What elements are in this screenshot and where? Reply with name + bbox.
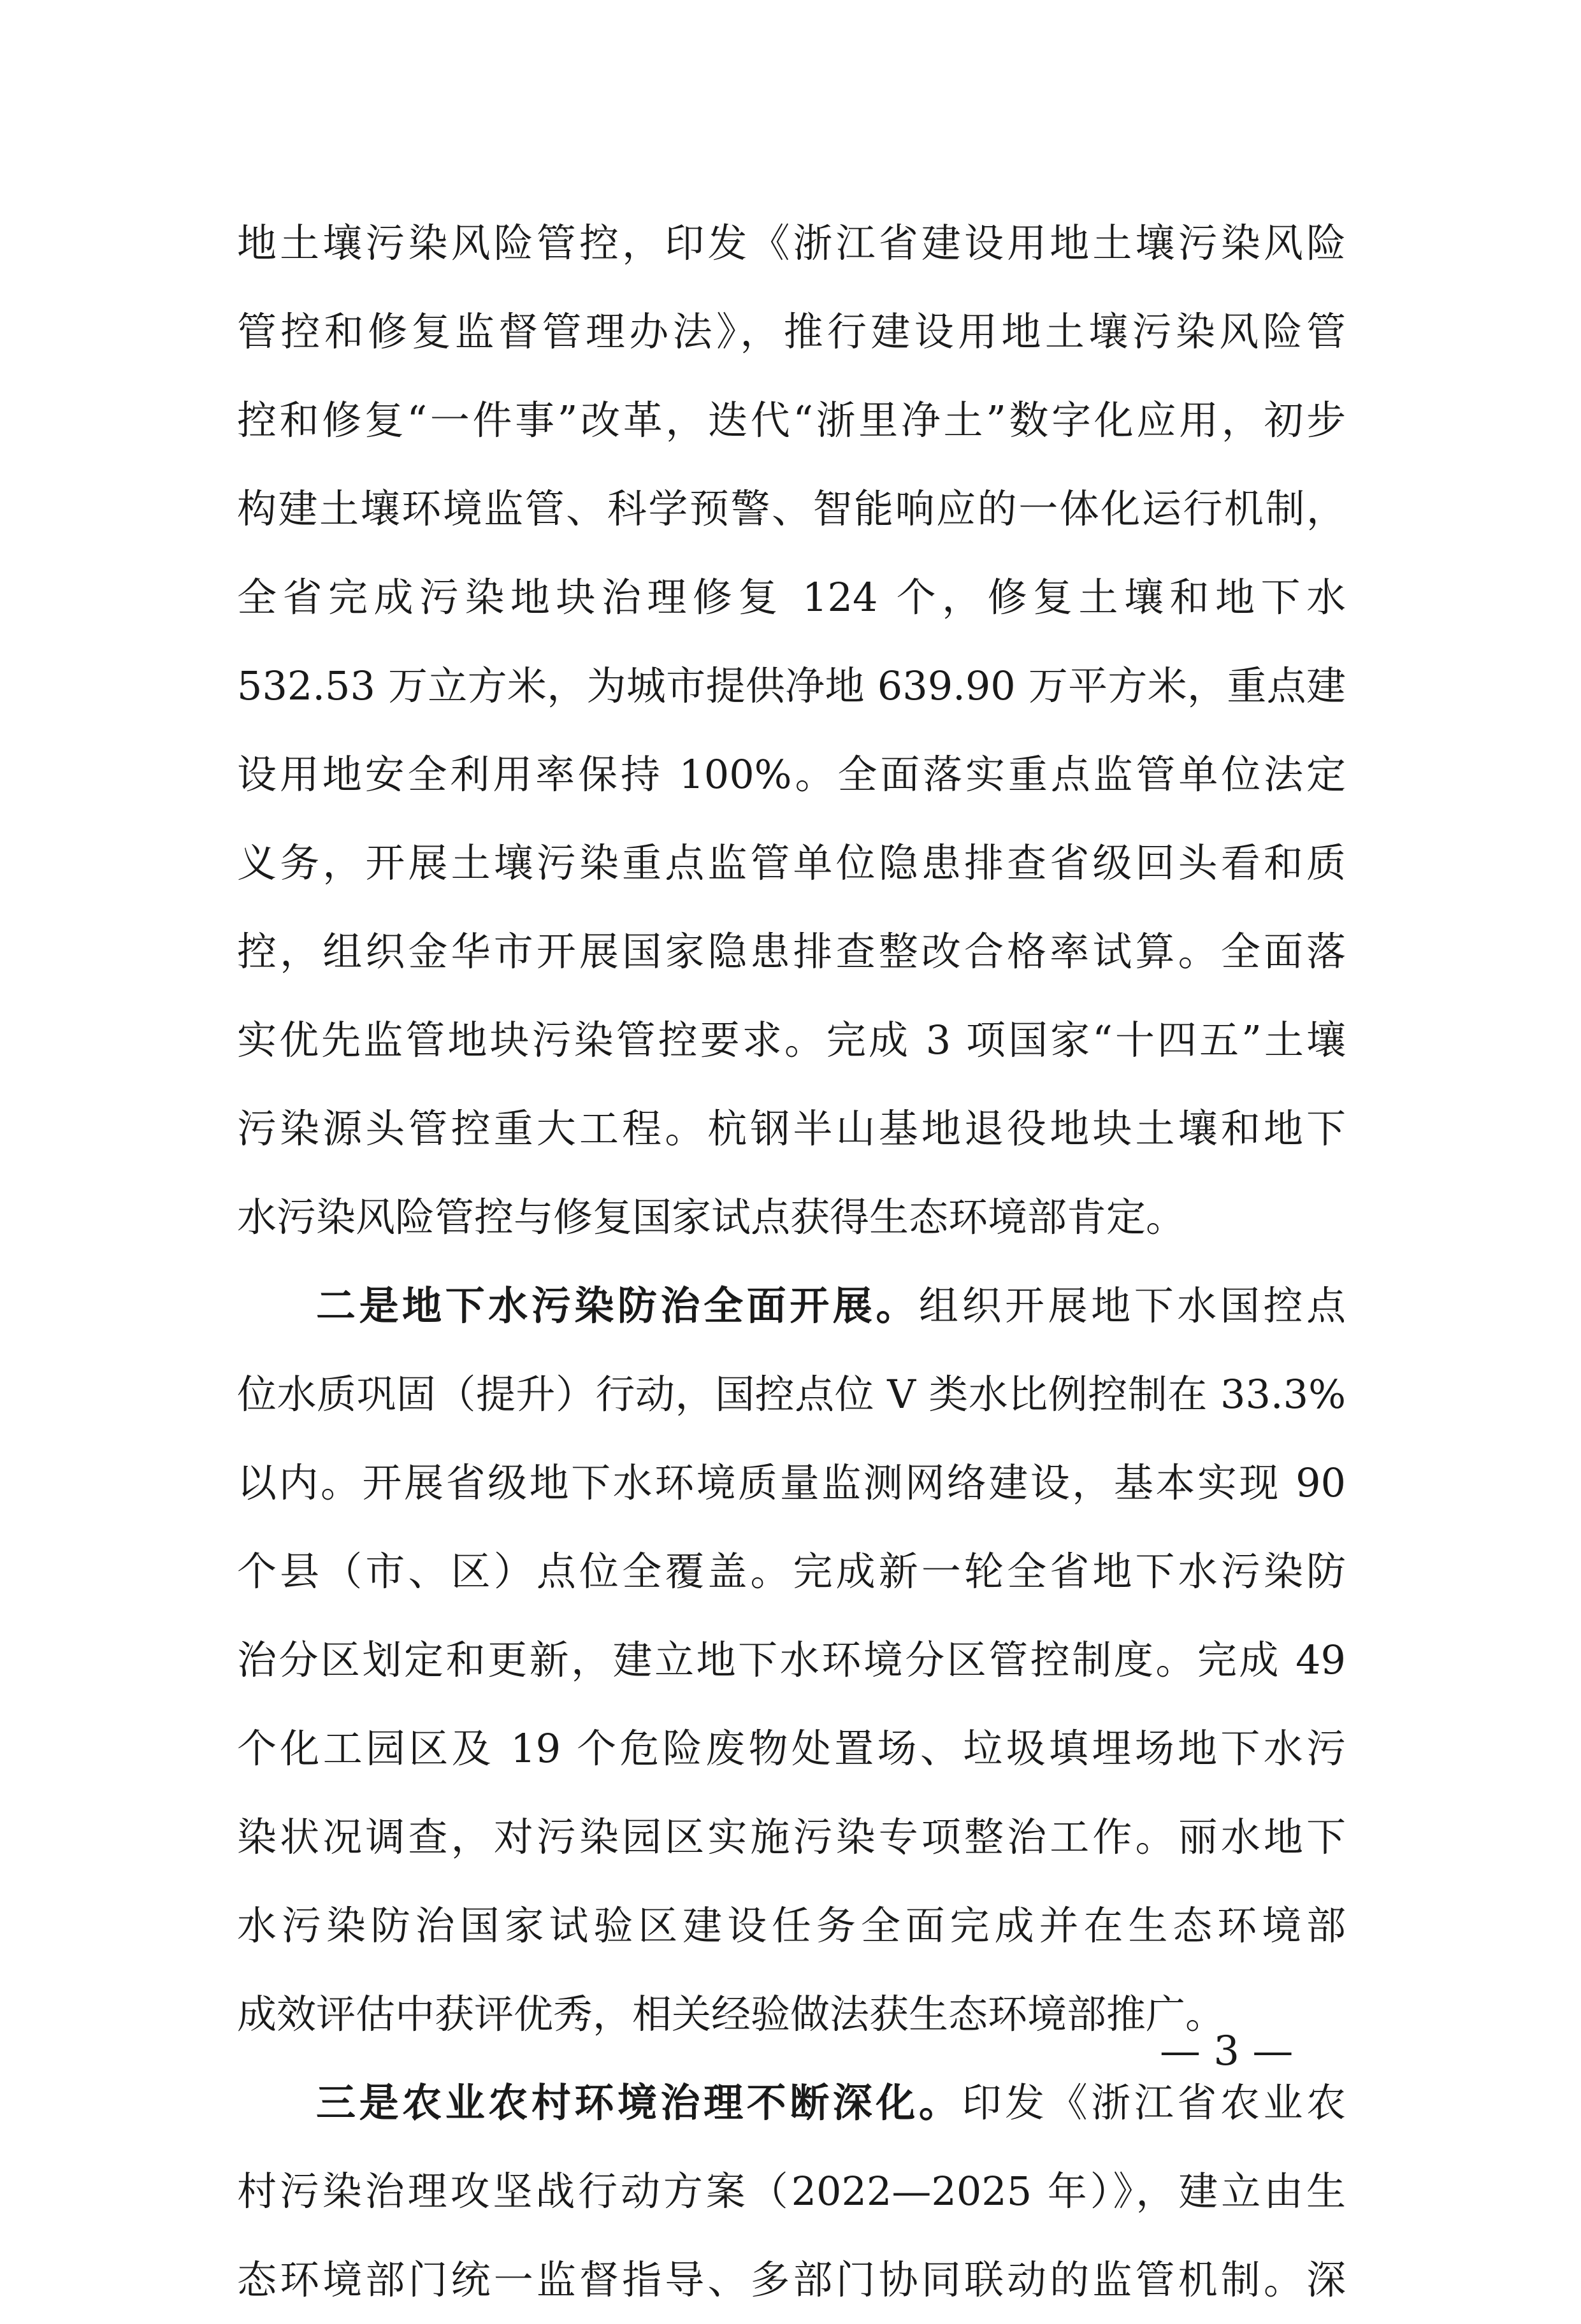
text-line: 水污染风险管控与修复国家试点获得生态环境部肯定。 (237, 1194, 1186, 1240)
text-line: 位水质巩固（提升）行动，国控点位 V 类水比例控制在 33.3% (237, 1371, 1346, 1417)
text-line: 以内。开展省级地下水环境质量监测网络建设，基本实现 90 (237, 1460, 1346, 1506)
text-line: 个县（市、区）点位全覆盖。完成新一轮全省地下水污染防 (237, 1548, 1346, 1595)
text-line: 设用地安全利用率保持 100%。全面落实重点监管单位法定 (237, 751, 1346, 798)
text-line: 个化工园区及 19 个危险废物处置场、垃圾填埋场地下水污 (237, 1725, 1346, 1772)
text-line: 532.53 万立方米，为城市提供净地 639.90 万平方米，重点建 (237, 663, 1346, 709)
text-line: 义务，开展土壤污染重点监管单位隐患排查省级回头看和质 (237, 840, 1346, 886)
text-line: 全省完成污染地块治理修复 124 个，修复土壤和地下水 (237, 574, 1346, 620)
text-line: 染状况调查，对污染园区实施污染专项整治工作。丽水地下 (237, 1814, 1346, 1860)
text-line: 管控和修复监督管理办法》，推行建设用地土壤污染风险管 (237, 308, 1346, 355)
text-span: 印发《浙江省农业农 (962, 2079, 1346, 2126)
paragraph-first-line (237, 1261, 1346, 1350)
text-span: 组织开展地下水国控点 (918, 1282, 1346, 1329)
text-line: 水污染防治国家试验区建设任务全面完成并在生态环境部 (237, 1902, 1346, 1949)
text-line: 成效评估中获评优秀，相关经验做法获生态环境部推广。 (237, 1991, 1225, 2037)
text-line: 地土壤污染风险管控，印发《浙江省建设用地土壤污染风险 (237, 220, 1346, 266)
text-line: 治分区划定和更新，建立地下水环境分区管控制度。完成 49 (237, 1637, 1346, 1683)
text-line: 态环境部门统一监督指导、多部门协同联动的监管机制。深 (237, 2256, 1346, 2303)
text-line: 控和修复“一件事”改革，迭代“浙里净土”数字化应用，初步 (237, 397, 1346, 443)
paragraph-heading: 二是地下水污染防治全面开展。 (316, 1282, 919, 1329)
text-line: 实优先监管地块污染管控要求。完成 3 项国家“十四五”土壤 (237, 1017, 1346, 1063)
text-line: 构建土壤环境监管、科学预警、智能响应的一体化运行机制， (237, 485, 1346, 532)
paragraph-heading: 三是农业农村环境治理不断深化。 (316, 2079, 962, 2126)
text-line: 控，组织金华市开展国家隐患排查整改合格率试算。全面落 (237, 928, 1346, 975)
text-line: 村污染治理攻坚战行动方案（2022—2025 年）》，建立由生 (237, 2168, 1346, 2214)
page-number: — 3 — (1160, 2028, 1294, 2075)
body-text (237, 199, 1346, 2324)
text-line: 污染源头管控重大工程。杭钢半山基地退役地块土壤和地下 (237, 1105, 1346, 1152)
